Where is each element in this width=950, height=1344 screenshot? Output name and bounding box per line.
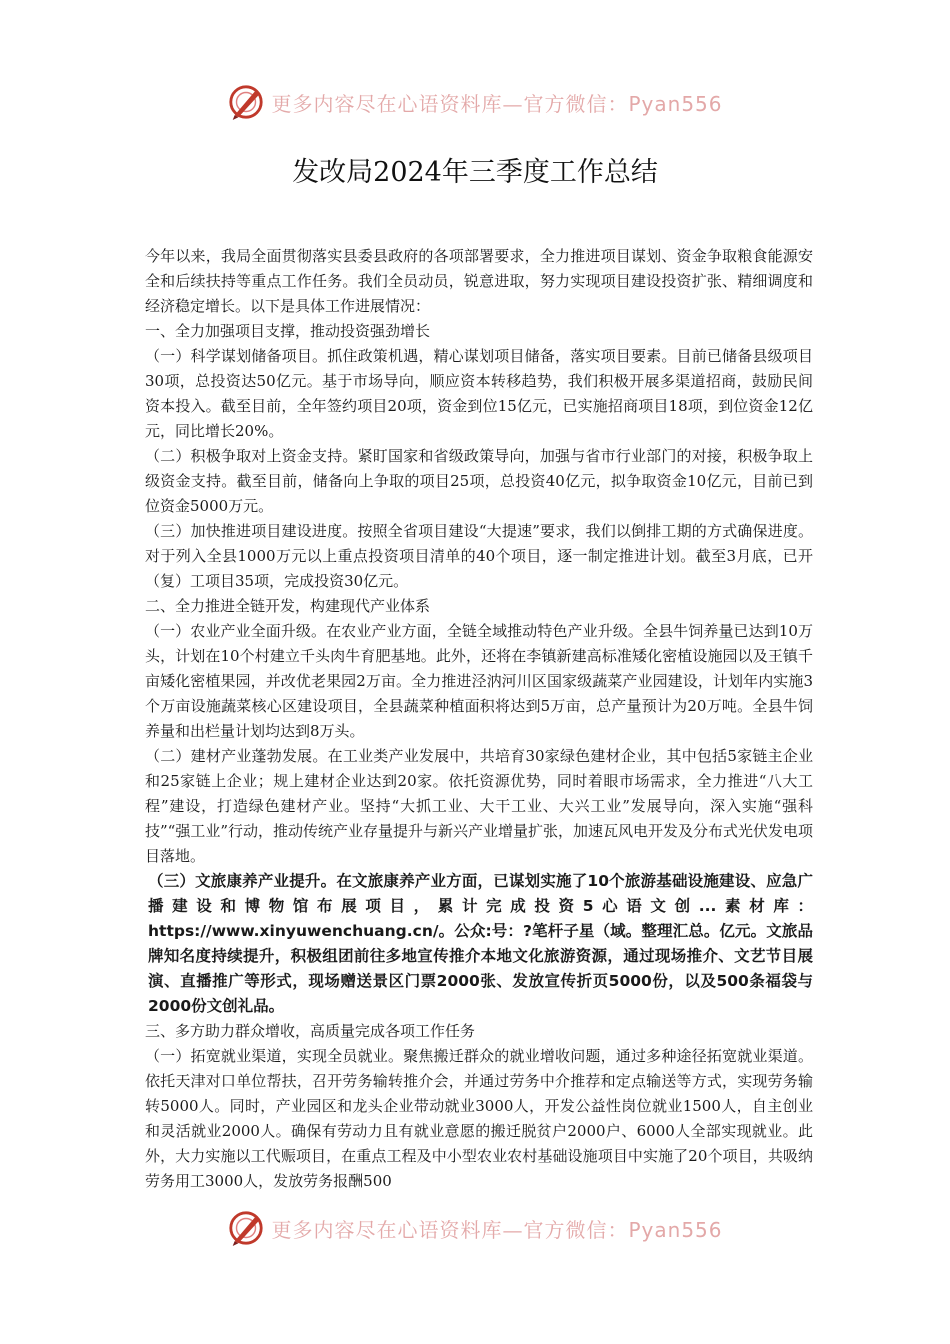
pen-logo-icon bbox=[227, 1209, 265, 1247]
body-paragraph: （二）积极争取对上资金支持。紧盯国家和省级政策导向，加强与省市行业部门的对接，积极争取上级资金支持。截至目前，储备向上争取的项目25项，总投资40亿元，拟争取资金10亿元，目前已到位资金5000万元。 bbox=[145, 447, 813, 515]
body-paragraph: （一）科学谋划储备项目。抓住政策机遇，精心谋划项目储备，落实项目要素。目前已储备县级项目30项，总投资达50亿元。基于市场导向，顺应资本转移趋势，我们积极开展多渠道招商，鼓励民间资本投入。截至目前，全年签约项目20项，资金到位15亿元，已实施招商项目18项，到位资金12亿元，同比增长20%。 bbox=[145, 347, 813, 440]
watermark-header bbox=[0, 82, 950, 122]
document-title: 发改局2024年三季度工作总结 bbox=[292, 157, 658, 188]
pen-logo-icon bbox=[227, 83, 265, 121]
watermark-footer bbox=[0, 1208, 950, 1248]
body-paragraph: （三）加快推进项目建设进度。按照全省项目建设“大提速”要求，我们以倒排工期的方式确保进度。对于列入全县1000万元以上重点投资项目清单的40个项目，逐一制定推进计划。截至3月底，已开（复）工项目35项，完成投资30亿元。 bbox=[145, 522, 813, 590]
section-heading: 一、全力加强项目支撑，推动投资强劲增长 bbox=[145, 322, 431, 340]
document-body bbox=[145, 244, 813, 1194]
intro-paragraph: 今年以来，我局全面贯彻落实县委县政府的各项部署要求，全力推进项目谋划、资金争取粮食能源安全和后续扶持等重点工作任务。我们全员动员，锐意进取，努力实现项目建设投资扩张、精细调度和经济稳定增长。以下是具体工作进展情况： bbox=[145, 247, 813, 315]
body-paragraph: （二）建材产业蓬勃发展。在工业类产业发展中，共培育30家绿色建材企业，其中包括5家链主企业和25家链上企业；规上建材企业达到20家。依托资源优势，同时着眼市场需求，全力推进“八大工程”建设，打造绿色建材产业。坚持“大抓工业、大干工业、大兴工业”发展导向，深入实施“强科技”“强工业”行动，推动传统产业存量提升与新兴产业增量扩张，加速瓦风电开发及分布式光伏发电项目落地。 bbox=[145, 747, 814, 865]
body-paragraph-bold: （三）文旅康养产业提升。在文旅康养产业方面，已谋划实施了10个旅游基础设施建设、应急广播建设和博物馆布展项目，累计完成投资5心语文创...素材库：https://www.xinyuwenchuang.cn/。公众:号：?笔杆子星（域。整理汇总。亿元。文旅品牌知名度持续提升，积极组团前往多地宣传推介本地文化旅游资源，通过现场推介、文艺节目展演、直播推广等形式，现场赠送景区门票2000张、发放宣传折页5000份，以及500条福袋与2000份文创礼品。 bbox=[148, 872, 813, 1015]
body-paragraph: （一）拓宽就业渠道，实现全员就业。聚焦搬迁群众的就业增收问题，通过多种途径拓宽就业渠道。依托天津对口单位帮扶，召开劳务输转推介会，并通过劳务中介推荐和定点输送等方式，实现劳务输转5000人。同时，产业园区和龙头企业带动就业3000人，开发公益性岗位就业1500人，自主创业和灵活就业2000人。确保有劳动力且有就业意愿的搬迁脱贫户2000户、6000人全部实现就业。此外，大力实施以工代赈项目，在重点工程及中小型农业农村基础设施项目中实施了20个项目，共吸纳劳务用工3000人，发放劳务报酬500 bbox=[145, 1047, 813, 1190]
section-heading: 三、多方助力群众增收，高质量完成各项工作任务 bbox=[145, 1022, 476, 1040]
body-paragraph: （一）农业产业全面升级。在农业产业方面，全链全域推动特色产业升级。全县牛饲养量已达到10万头，计划在10个村建立千头肉牛育肥基地。此外，还将在李镇新建高标准矮化密植设施园以及王镇千亩矮化密植果园，并改优老果园2万亩。全力推进泾汭河川区国家级蔬菜产业园建设，计划年内实施3个万亩设施蔬菜核心区建设项目，全县蔬菜种植面积将达到5万亩，总产量预计为20万吨。全县牛饲养量和出栏量计划均达到8万头。 bbox=[145, 622, 813, 740]
watermark-text: 更多内容尽在心语资料库—官方微信：Pyan556 bbox=[271, 1217, 723, 1242]
watermark-text: 更多内容尽在心语资料库—官方微信：Pyan556 bbox=[271, 91, 723, 116]
section-heading: 二、全力推进全链开发，构建现代产业体系 bbox=[145, 597, 431, 615]
